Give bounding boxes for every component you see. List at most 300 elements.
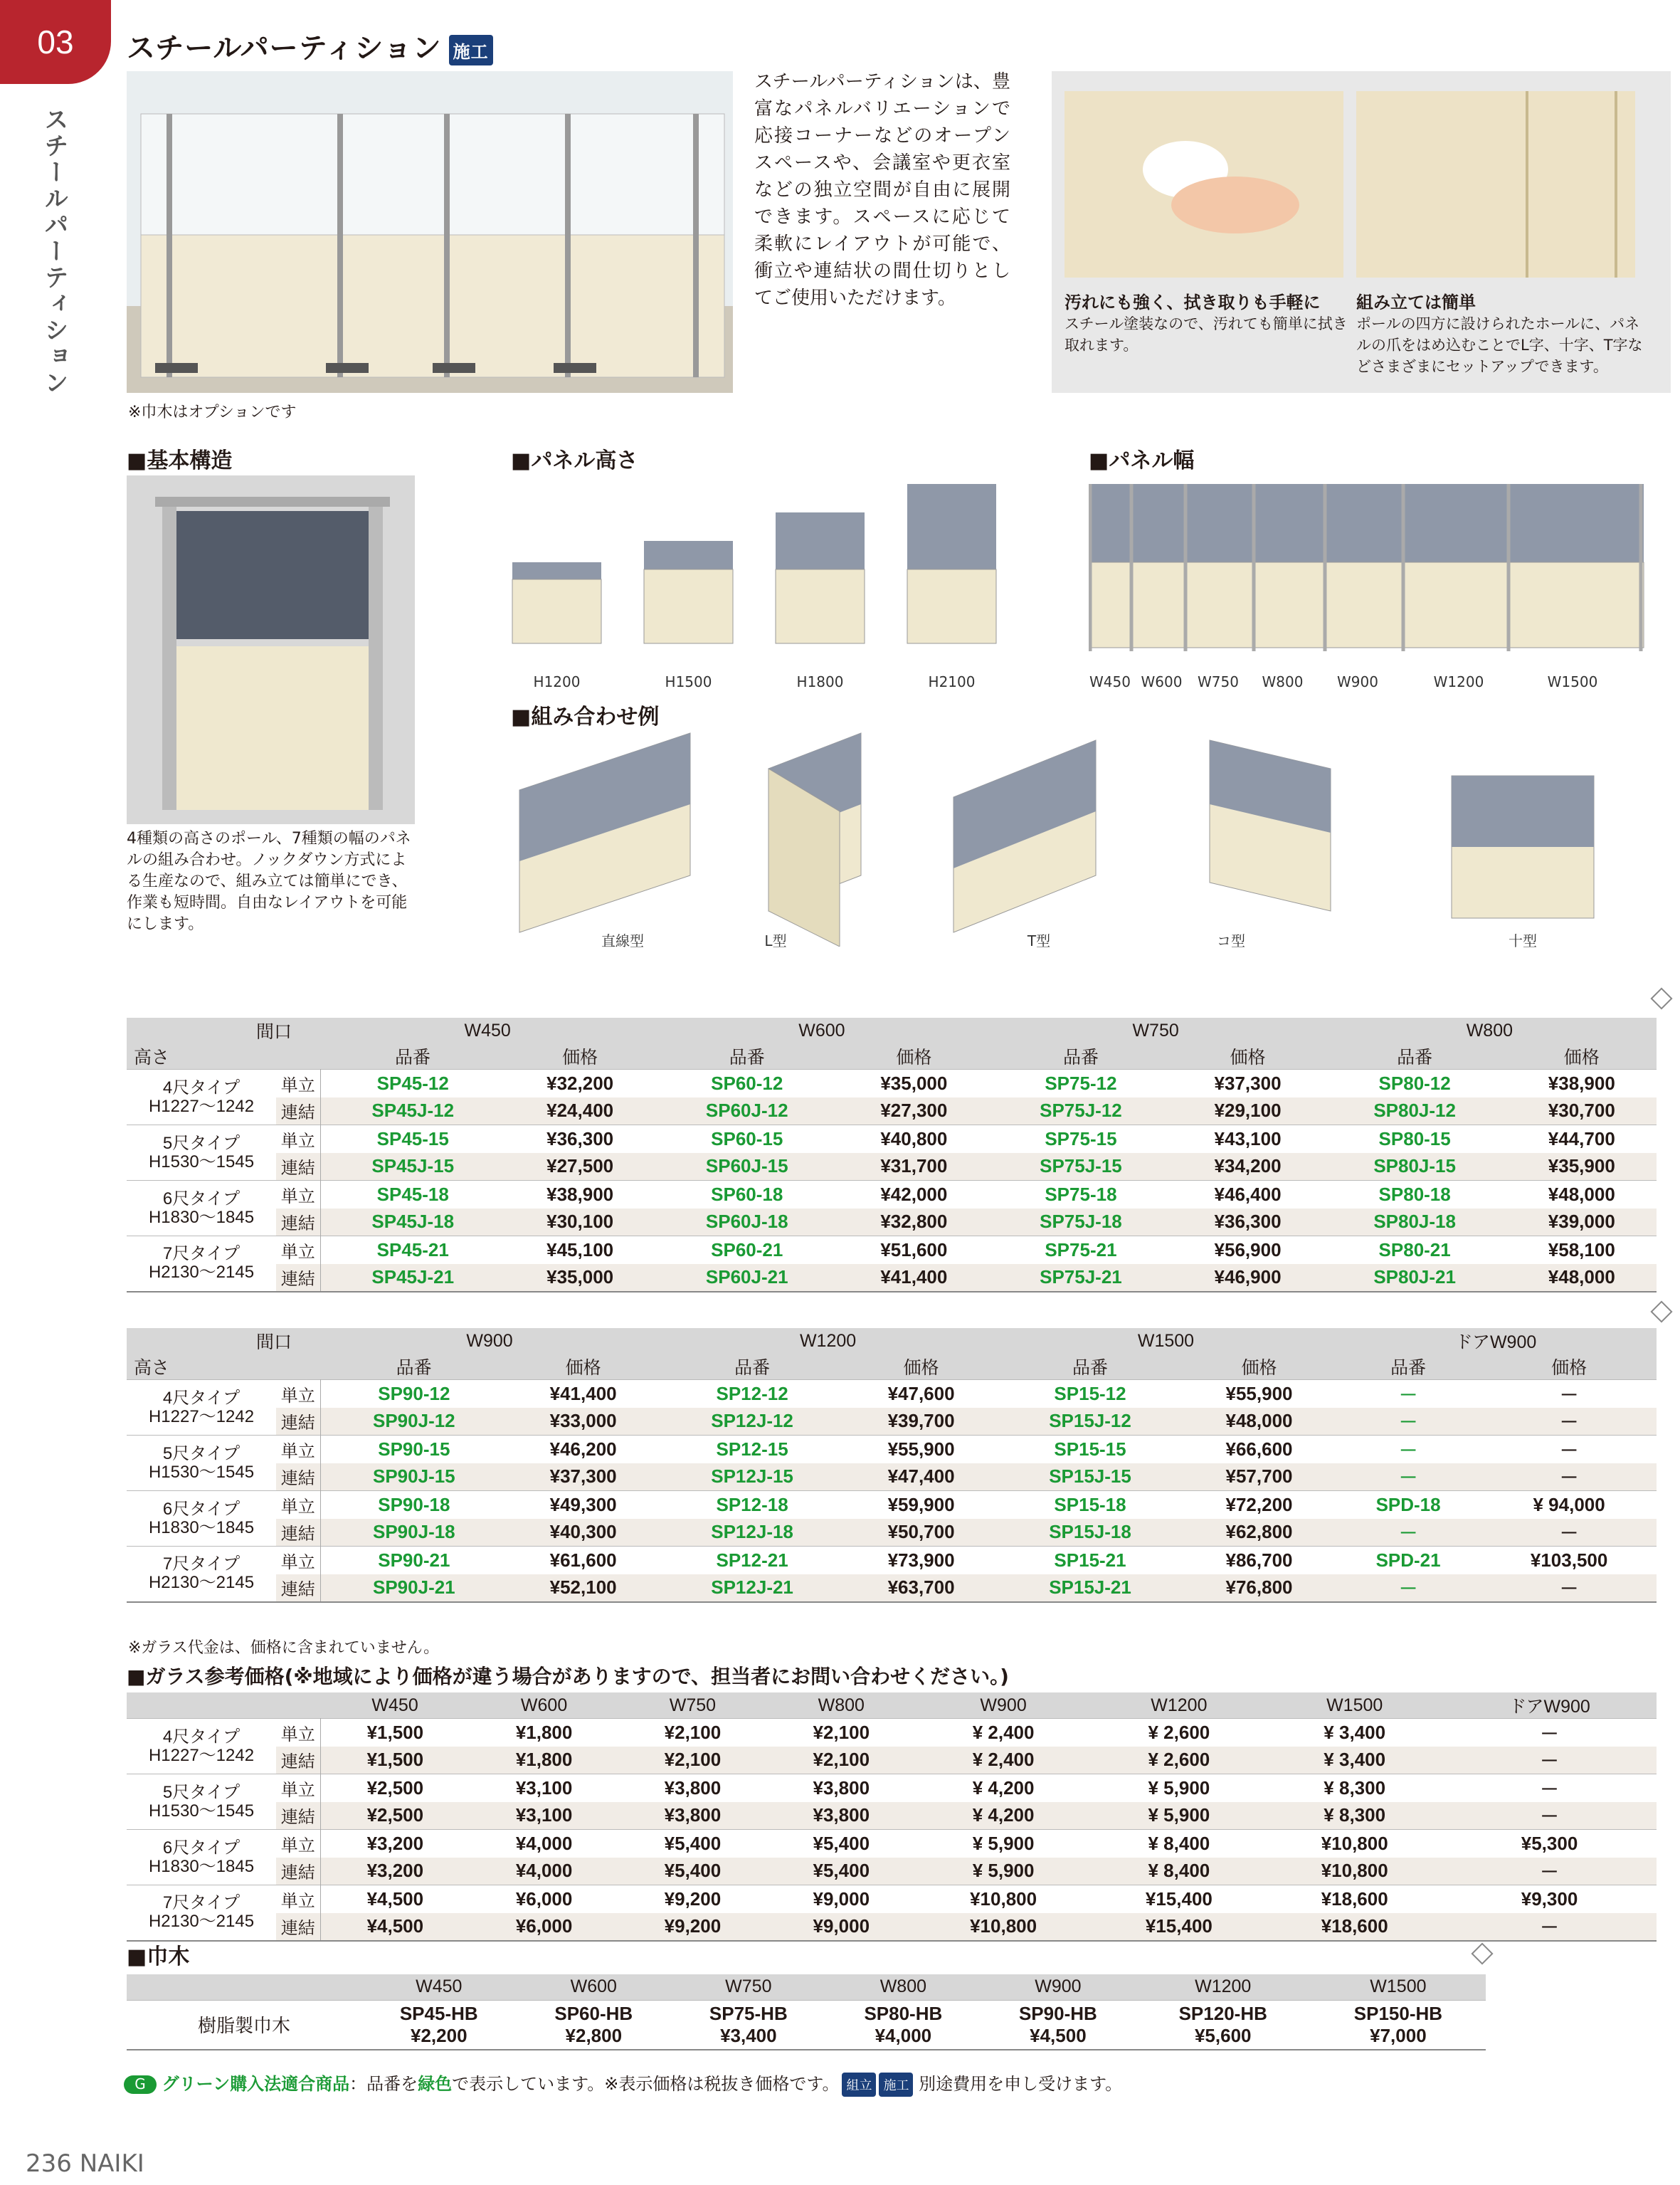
type-name: 6尺タイプ <box>162 1499 241 1519</box>
t-combo <box>953 740 1096 932</box>
price: ¥62,800 <box>1183 1519 1335 1547</box>
product-code: SP60J-18 <box>655 1209 839 1236</box>
type-name: 4尺タイプ <box>162 1727 241 1747</box>
product-code: SP75J-18 <box>989 1209 1173 1236</box>
type-range: H2130～2145 <box>148 1263 255 1283</box>
product-code: － <box>1335 1380 1481 1408</box>
glass-price: ¥ 5,900 <box>916 1830 1092 1858</box>
header-maguchi: 間口 <box>127 1018 320 1043</box>
price: ¥55,900 <box>845 1436 997 1463</box>
header-hinban: 品番 <box>1323 1043 1507 1070</box>
product-code: SP60-21 <box>655 1236 839 1264</box>
product-code: SP90-21 <box>320 1547 507 1574</box>
skirt-price: ¥4,500 <box>1030 2024 1087 2046</box>
type-range: H1830～1845 <box>148 1207 255 1227</box>
glass-price: ¥10,800 <box>916 1885 1092 1913</box>
table-row <box>127 1070 1657 1097</box>
price: ¥45,100 <box>505 1236 655 1264</box>
type-name: 5尺タイプ <box>162 1133 241 1153</box>
price: ¥30,700 <box>1507 1097 1657 1125</box>
product-code: SP12J-21 <box>659 1574 845 1602</box>
price-table-1 <box>127 1018 1657 1292</box>
price: ¥35,000 <box>839 1070 988 1097</box>
header-kakaku: 価格 <box>839 1043 988 1070</box>
price: ¥57,700 <box>1183 1463 1335 1491</box>
glass-price: ¥ 2,600 <box>1091 1747 1267 1774</box>
product-code: SP45J-18 <box>320 1209 505 1236</box>
glass-price: ¥3,100 <box>470 1802 618 1830</box>
column-header: W1500 <box>1267 1692 1442 1719</box>
price: ¥58,100 <box>1507 1236 1657 1264</box>
glass-price: ¥ 4,200 <box>916 1774 1092 1802</box>
type-label <box>127 1380 276 1436</box>
basic-caption: 4種類の高さのポール、7種類の幅のパネルの組み合わせ。ノックダウン方式による生産なので、組み立ては簡単にでき、作業も短時間。自由なレイアウトを可能にします。 <box>127 830 411 933</box>
footer-note <box>124 2070 1122 2097</box>
column-header: W600 <box>470 1692 618 1719</box>
kind-label: 連結 <box>276 1097 320 1125</box>
height-label: H1500 <box>665 673 712 690</box>
column-header: W1200 <box>1136 1974 1311 2000</box>
product-code: SP12-21 <box>659 1547 845 1574</box>
skirt-price: ¥3,400 <box>720 2024 777 2046</box>
glass-price: ¥ 3,400 <box>1267 1719 1442 1747</box>
table-row <box>127 1264 1657 1292</box>
product-code: SP12J-12 <box>659 1408 845 1436</box>
table-row <box>127 1774 1657 1802</box>
kind-label: 連結 <box>276 1264 320 1292</box>
product-code: SP60-18 <box>655 1181 839 1209</box>
glass-price: ¥10,800 <box>1267 1858 1442 1885</box>
product-code: SP90-15 <box>320 1436 507 1463</box>
type-label <box>127 1547 276 1602</box>
product-code: SP75-21 <box>989 1236 1173 1264</box>
header-kakaku: 価格 <box>1507 1043 1657 1070</box>
price: ¥29,100 <box>1173 1097 1322 1125</box>
glass-price: ¥ 5,900 <box>1091 1802 1267 1830</box>
header-blank <box>127 1974 361 2000</box>
type-range: H1530～1545 <box>148 1152 255 1172</box>
product-code: SP45-18 <box>320 1181 505 1209</box>
glass-price: － <box>1442 1747 1657 1774</box>
skirt-label: 樹脂製巾木 <box>127 2000 361 2050</box>
price: ¥34,200 <box>1173 1153 1322 1181</box>
product-code: － <box>1335 1408 1481 1436</box>
price: － <box>1481 1519 1657 1547</box>
glass-price: ¥1,500 <box>320 1719 470 1747</box>
table-row <box>127 1574 1657 1602</box>
skirt-code: SP150-HB <box>1353 2002 1443 2024</box>
table-row <box>127 1547 1657 1574</box>
price: － <box>1481 1436 1657 1463</box>
header-hinban: 品番 <box>655 1043 839 1070</box>
column-header: ドアW900 <box>1335 1328 1657 1354</box>
footer-text-2: で表示しています。※表示価格は税抜き価格です。 <box>452 2074 840 2094</box>
product-code: SP80J-18 <box>1323 1209 1507 1236</box>
price: ¥37,300 <box>1173 1070 1322 1097</box>
glass-price: ¥3,100 <box>470 1774 618 1802</box>
price: ¥40,300 <box>507 1519 659 1547</box>
skirt-price: ¥7,000 <box>1370 2024 1427 2046</box>
diamond-icon <box>1650 987 1672 1009</box>
price: ¥32,200 <box>505 1070 655 1097</box>
glass-price: ¥1,800 <box>470 1747 618 1774</box>
price: ¥46,200 <box>507 1436 659 1463</box>
intro-text: スチールパーティションは、豊富なパネルバリエーションで応接コーナーなどのオープンスペースや、会議室や更衣室などの独立空間が自由に展開できます。スペースに応じて柔軟にレイアウトが可能で、衝立や連結状の間仕切りとしてご使用いただけます。 <box>754 71 1010 309</box>
feature-2-desc: ポールの四方に設けられたホールに、パネルの爪をはめ込むことでL字、十字、T字などさまざまにセットアップできます。 <box>1356 315 1643 375</box>
header-hinban: 品番 <box>659 1354 845 1380</box>
height-label: H1800 <box>796 673 844 690</box>
glass-price: ¥3,800 <box>767 1802 916 1830</box>
price: ¥39,700 <box>845 1408 997 1436</box>
product-code: SP75J-12 <box>989 1097 1173 1125</box>
column-header: W900 <box>916 1692 1092 1719</box>
width-label: W1200 <box>1433 673 1484 690</box>
kind-label: 連結 <box>276 1408 320 1436</box>
kind-label: 単立 <box>276 1830 320 1858</box>
glass-price: ¥4,000 <box>470 1830 618 1858</box>
assembly-photo <box>1356 91 1635 278</box>
glass-price: － <box>1442 1858 1657 1885</box>
type-range: H1830～1845 <box>148 1856 255 1876</box>
product-code: SP75-18 <box>989 1181 1173 1209</box>
product-code: SP15-15 <box>997 1436 1183 1463</box>
glass-price: ¥3,200 <box>320 1858 470 1885</box>
price: － <box>1481 1574 1657 1602</box>
cross-combo <box>1452 776 1594 918</box>
product-code: SP15-21 <box>997 1547 1183 1574</box>
header-maguchi: 間口 <box>127 1328 320 1354</box>
product-code: SP45J-21 <box>320 1264 505 1292</box>
price: ¥103,500 <box>1481 1547 1657 1574</box>
glass-price: ¥3,800 <box>618 1774 767 1802</box>
u-combo <box>1210 740 1331 911</box>
glass-price: ¥15,400 <box>1091 1913 1267 1941</box>
price: ¥59,900 <box>845 1491 997 1519</box>
column-header: ドアW900 <box>1442 1692 1657 1719</box>
glass-price: ¥5,300 <box>1442 1830 1657 1858</box>
width-label: W800 <box>1262 673 1304 690</box>
table-row <box>127 1097 1657 1125</box>
header-kakaku: 価格 <box>505 1043 655 1070</box>
table-row <box>127 2000 1486 2050</box>
price: ¥73,900 <box>845 1547 997 1574</box>
type-name: 7尺タイプ <box>162 1554 241 1574</box>
column-header: W1500 <box>1311 1974 1486 2000</box>
price: ¥38,900 <box>505 1181 655 1209</box>
column-header: W450 <box>361 1974 517 2000</box>
footer-text-3: 別途費用を申し受けます。 <box>919 2074 1123 2094</box>
wipe-photo <box>1064 91 1343 278</box>
basic-heading: ■基本構造 <box>127 448 233 473</box>
type-name: 4尺タイプ <box>162 1078 241 1097</box>
column-header: W750 <box>989 1018 1323 1043</box>
header-kakaku: 価格 <box>845 1354 997 1380</box>
price: ¥27,500 <box>505 1153 655 1181</box>
glass-price: ¥5,400 <box>618 1830 767 1858</box>
glass-price: ¥9,200 <box>618 1885 767 1913</box>
column-header: W450 <box>320 1018 655 1043</box>
width-label: W600 <box>1141 673 1183 690</box>
product-code: SPD-18 <box>1335 1491 1481 1519</box>
width-label: W450 <box>1089 673 1131 690</box>
product-code: SP90J-18 <box>320 1519 507 1547</box>
product-code: SP12-18 <box>659 1491 845 1519</box>
product-code: SP90J-15 <box>320 1463 507 1491</box>
width-label: W900 <box>1337 673 1378 690</box>
glass-price: ¥9,000 <box>767 1885 916 1913</box>
feature-1-desc: スチール塗装なので、汚れても簡単に拭き取れます。 <box>1064 315 1348 354</box>
column-header: W750 <box>618 1692 767 1719</box>
price: ¥24,400 <box>505 1097 655 1125</box>
skirt-price: ¥5,600 <box>1194 2024 1252 2046</box>
product-code: SP75J-15 <box>989 1153 1173 1181</box>
type-label <box>127 1885 276 1941</box>
table-row <box>127 1181 1657 1209</box>
price: ¥27,300 <box>839 1097 988 1125</box>
product-code: SP12-15 <box>659 1436 845 1463</box>
product-code: － <box>1335 1574 1481 1602</box>
price: ¥41,400 <box>507 1380 659 1408</box>
price: ¥ 94,000 <box>1481 1491 1657 1519</box>
glass-price: ¥2,100 <box>767 1747 916 1774</box>
price: ¥63,700 <box>845 1574 997 1602</box>
product-code: SP80J-21 <box>1323 1264 1507 1292</box>
page-num: 236 <box>26 2149 72 2178</box>
skirt-cell <box>981 2000 1136 2050</box>
glass-price: ¥10,800 <box>916 1913 1092 1941</box>
skirt-code: SP60-HB <box>554 2002 633 2024</box>
type-label <box>127 1830 276 1885</box>
price: ¥46,400 <box>1173 1181 1322 1209</box>
glass-price: ¥6,000 <box>470 1913 618 1941</box>
price: ¥30,100 <box>505 1209 655 1236</box>
product-code: SP15J-12 <box>997 1408 1183 1436</box>
glass-price: ¥ 2,600 <box>1091 1719 1267 1747</box>
h1800-panel <box>776 512 865 643</box>
price: ¥35,000 <box>505 1264 655 1292</box>
title-text: スチールパーティション <box>127 32 442 65</box>
price: ¥46,900 <box>1173 1264 1322 1292</box>
type-label <box>127 1719 276 1774</box>
kind-label: 単立 <box>276 1070 320 1097</box>
panel-width-diagram <box>1089 484 1651 655</box>
panel-wall-illustration <box>1356 91 1635 278</box>
page-number <box>26 2149 144 2178</box>
l-combo <box>768 733 861 947</box>
straight-combo <box>519 733 690 932</box>
skirt-code: SP90-HB <box>1018 2002 1097 2024</box>
green-label: グリーン購入法適合商品 <box>162 2074 350 2094</box>
glass-heading: ■ガラス参考価格(※地域により価格が違う場合がありますので、担当者にお問い合わせください。) <box>127 1665 1009 1688</box>
glass-price: ¥4,000 <box>470 1858 618 1885</box>
panel-height-diagram <box>498 477 1010 669</box>
kind-label: 単立 <box>276 1181 320 1209</box>
glass-price: ¥ 8,400 <box>1091 1858 1267 1885</box>
type-label <box>127 1436 276 1491</box>
skirt-table <box>127 1974 1486 2050</box>
height-label: H1200 <box>533 673 581 690</box>
price: － <box>1481 1408 1657 1436</box>
product-code: SP80-12 <box>1323 1070 1507 1097</box>
price: ¥55,900 <box>1183 1380 1335 1408</box>
glass-price: ¥9,200 <box>618 1913 767 1941</box>
table-row <box>127 1380 1657 1408</box>
green-purchase-icon: G <box>124 2075 157 2094</box>
product-code: － <box>1335 1463 1481 1491</box>
price: ¥47,400 <box>845 1463 997 1491</box>
skirt-price: ¥2,200 <box>411 2024 467 2046</box>
product-photo <box>127 71 733 393</box>
glass-price: ¥10,800 <box>1267 1830 1442 1858</box>
price: ¥39,000 <box>1507 1209 1657 1236</box>
glass-price: ¥ 5,900 <box>1091 1774 1267 1802</box>
type-name: 6尺タイプ <box>162 1189 241 1209</box>
price: ¥86,700 <box>1183 1547 1335 1574</box>
glass-price: ¥2,100 <box>618 1719 767 1747</box>
product-code: SP12J-18 <box>659 1519 845 1547</box>
product-code: SP45-21 <box>320 1236 505 1264</box>
glass-price: ¥ 8,300 <box>1267 1802 1442 1830</box>
glass-price: ¥3,800 <box>767 1774 916 1802</box>
combo-label: 十型 <box>1509 932 1537 949</box>
kind-label: 単立 <box>276 1491 320 1519</box>
h1500-panel <box>644 541 733 643</box>
type-label <box>127 1236 276 1292</box>
kind-label: 連結 <box>276 1153 320 1181</box>
glass-price: － <box>1442 1719 1657 1747</box>
table-row <box>127 1153 1657 1181</box>
glass-note: ※ガラス代金は、価格に含まれていません。 <box>128 1639 440 1657</box>
glass-price: ¥ 4,200 <box>916 1802 1092 1830</box>
header-blank <box>127 1692 320 1719</box>
table-row <box>127 1491 1657 1519</box>
combo-label: L型 <box>764 932 787 949</box>
table-row <box>127 1719 1657 1747</box>
price: ¥42,000 <box>839 1181 988 1209</box>
table-row <box>127 1519 1657 1547</box>
column-header: W1200 <box>659 1328 997 1354</box>
glass-price: ¥9,300 <box>1442 1885 1657 1913</box>
table-row <box>127 1436 1657 1463</box>
product-code: SP12J-15 <box>659 1463 845 1491</box>
table-row <box>127 1885 1657 1913</box>
price: ¥61,600 <box>507 1547 659 1574</box>
price: ¥56,900 <box>1173 1236 1322 1264</box>
combo-diagram <box>512 712 1601 947</box>
glass-price: ¥5,400 <box>767 1858 916 1885</box>
type-name: 4尺タイプ <box>162 1388 241 1408</box>
diamond-icon <box>1471 1942 1493 1964</box>
feature-2-title: 組み立ては簡単 <box>1356 293 1476 312</box>
price: ¥43,100 <box>1173 1125 1322 1153</box>
glass-price: ¥ 8,300 <box>1267 1774 1442 1802</box>
price: ¥52,100 <box>507 1574 659 1602</box>
combo-heading: ■組み合わせ例 <box>511 705 660 730</box>
basic-structure-illustration <box>127 475 415 824</box>
price-table-2 <box>127 1328 1657 1603</box>
photo-note: ※巾木はオプションです <box>128 404 297 421</box>
skirt-cell <box>361 2000 517 2050</box>
glass-price: ¥4,500 <box>320 1885 470 1913</box>
product-code: SP75J-21 <box>989 1264 1173 1292</box>
kind-label: 連結 <box>276 1463 320 1491</box>
column-header: W800 <box>767 1692 916 1719</box>
skirt-code: SP120-HB <box>1178 2002 1267 2024</box>
product-code: SP75-12 <box>989 1070 1173 1097</box>
glass-price: ¥1,800 <box>470 1719 618 1747</box>
kind-label: 連結 <box>276 1519 320 1547</box>
install-badge: 施工 <box>449 35 493 65</box>
price: ¥48,000 <box>1507 1264 1657 1292</box>
skirt-price: ¥2,800 <box>565 2024 623 2046</box>
price: ¥36,300 <box>505 1125 655 1153</box>
glass-price-table <box>127 1692 1657 1942</box>
h2100-panel <box>907 484 996 643</box>
price: ¥47,600 <box>845 1380 997 1408</box>
column-header: W450 <box>320 1692 470 1719</box>
column-header: W1500 <box>997 1328 1335 1354</box>
type-label <box>127 1491 276 1547</box>
type-range: H1530～1545 <box>148 1462 255 1482</box>
width-label: W1500 <box>1547 673 1598 690</box>
glass-price: ¥2,500 <box>320 1802 470 1830</box>
width-label: W750 <box>1198 673 1239 690</box>
table-row <box>127 1463 1657 1491</box>
diamond-icon <box>1650 1300 1672 1322</box>
glass-price: ¥1,500 <box>320 1747 470 1774</box>
glass-price: － <box>1442 1774 1657 1802</box>
product-code: SP45-15 <box>320 1125 505 1153</box>
product-code: SP75-15 <box>989 1125 1173 1153</box>
skirt-heading: ■巾木 <box>127 1944 190 1969</box>
header-kakaku: 価格 <box>1481 1354 1657 1380</box>
column-header: W900 <box>320 1328 659 1354</box>
width-heading: ■パネル幅 <box>1089 448 1195 473</box>
header-hinban: 品番 <box>997 1354 1183 1380</box>
glass-price: ¥3,200 <box>320 1830 470 1858</box>
product-code: SP45J-12 <box>320 1097 505 1125</box>
glass-price: ¥4,500 <box>320 1913 470 1941</box>
product-code: SP80J-15 <box>1323 1153 1507 1181</box>
price: ¥35,900 <box>1507 1153 1657 1181</box>
combo-label: T型 <box>1027 932 1051 949</box>
kind-label: 単立 <box>276 1719 320 1747</box>
glass-price: ¥2,100 <box>767 1719 916 1747</box>
basic-structure-image <box>127 475 415 824</box>
skirt-price: ¥4,000 <box>875 2024 932 2046</box>
product-code: － <box>1335 1519 1481 1547</box>
h1200-panel <box>512 562 601 643</box>
header-hinban: 品番 <box>320 1043 505 1070</box>
kind-label: 単立 <box>276 1436 320 1463</box>
type-label <box>127 1070 276 1125</box>
kind-label: 単立 <box>276 1236 320 1264</box>
header-takasa: 高さ <box>127 1354 320 1380</box>
kind-label: 連結 <box>276 1747 320 1774</box>
type-range: H2130～2145 <box>148 1912 255 1932</box>
column-header: W900 <box>981 1974 1136 2000</box>
type-name: 5尺タイプ <box>162 1443 241 1463</box>
glass-price: ¥ 3,400 <box>1267 1747 1442 1774</box>
price: ¥32,800 <box>839 1209 988 1236</box>
product-code: SP45J-15 <box>320 1153 505 1181</box>
type-range: H1227～1242 <box>148 1406 255 1426</box>
product-code: SP12-12 <box>659 1380 845 1408</box>
glass-price: － <box>1442 1913 1657 1941</box>
price: ¥41,400 <box>839 1264 988 1292</box>
product-code: SP90J-12 <box>320 1408 507 1436</box>
glass-price: ¥5,400 <box>618 1858 767 1885</box>
